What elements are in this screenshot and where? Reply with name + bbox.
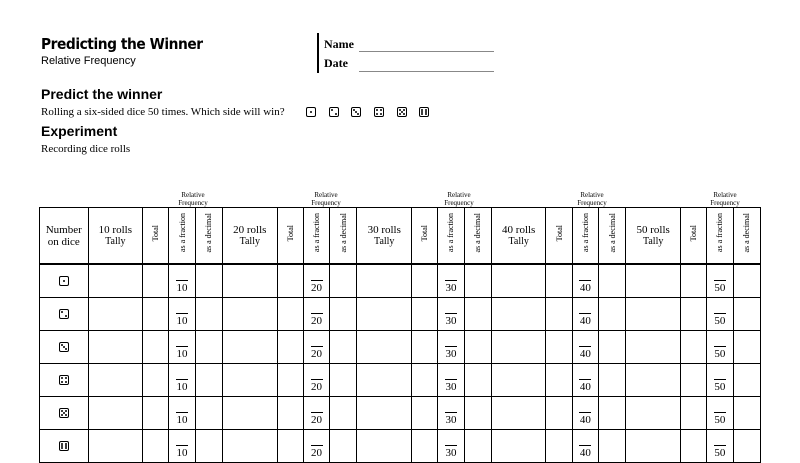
dice-face-two-icon[interactable]: [329, 107, 339, 117]
total-cell[interactable]: [277, 264, 303, 298]
fraction-cell[interactable]: [438, 331, 464, 364]
table-row: [40, 397, 761, 430]
date-label: Date: [324, 56, 348, 70]
tally-cell[interactable]: [222, 430, 277, 463]
dice-face-cell: [40, 331, 89, 364]
tally-cell[interactable]: [626, 430, 681, 463]
total-header: [277, 208, 303, 265]
dice-face-wrapper: [59, 408, 69, 418]
fraction-denominator: 40: [579, 381, 591, 393]
rolls-label: 50 rolls: [636, 223, 670, 236]
fraction-denominator: 50: [714, 414, 726, 426]
fraction-denominator: 20: [311, 315, 322, 327]
dice-face-two-icon: [59, 309, 69, 319]
tally-cell[interactable]: [88, 364, 143, 397]
total-cell[interactable]: [277, 430, 303, 463]
decimal-cell[interactable]: [599, 298, 626, 331]
dice-pip: [65, 414, 67, 416]
total-cell[interactable]: [277, 331, 303, 364]
dice-face-six-icon[interactable]: [419, 107, 429, 117]
total-label: Total: [420, 224, 430, 242]
dice-pip: [65, 410, 67, 412]
fraction-denominator: 10: [176, 348, 188, 360]
rolls-label: 10 rolls: [98, 223, 132, 236]
fraction-label: as a fraction: [312, 213, 321, 253]
fraction-cell[interactable]: [572, 298, 598, 331]
predict-question: Rolling a six-sided dice 50 times. Which side will win?: [41, 106, 285, 118]
dice-pip: [403, 109, 405, 111]
total-cell[interactable]: [412, 264, 438, 298]
decimal-cell[interactable]: [599, 364, 626, 397]
dice-face-four-icon[interactable]: [374, 107, 384, 117]
decimal-cell[interactable]: [733, 397, 761, 430]
fraction-cell[interactable]: [303, 264, 329, 298]
tally-cell[interactable]: [222, 364, 277, 397]
total-cell[interactable]: [143, 264, 169, 298]
decimal-cell[interactable]: [599, 397, 626, 430]
total-cell[interactable]: [143, 364, 169, 397]
tally-cell[interactable]: [626, 364, 681, 397]
dice-pip: [357, 113, 359, 115]
tally-cell[interactable]: [222, 298, 277, 331]
name-label: Name: [324, 37, 354, 51]
fraction-denominator: 50: [714, 447, 726, 459]
table-row: [40, 264, 761, 298]
total-cell[interactable]: [412, 430, 438, 463]
total-label: Total: [151, 224, 161, 242]
tally-label: Tally: [105, 235, 126, 247]
dice-face-five-icon[interactable]: [397, 107, 407, 117]
decimal-cell[interactable]: [195, 364, 222, 397]
dice-face-cell: [40, 264, 89, 298]
total-cell[interactable]: [680, 331, 706, 364]
fraction-cell[interactable]: [707, 430, 733, 463]
dice-face-wrapper: [59, 342, 69, 352]
tally-cell[interactable]: [88, 430, 143, 463]
rolls-header: [357, 208, 412, 265]
fraction-denominator: 10: [176, 381, 188, 393]
fraction-cell[interactable]: [572, 364, 598, 397]
dice-pip: [61, 377, 63, 379]
fraction-label: as a fraction: [446, 213, 456, 253]
tally-cell[interactable]: [88, 397, 143, 430]
tally-cell[interactable]: [491, 264, 546, 298]
dice-face-wrapper: [59, 276, 69, 286]
table-row: [40, 331, 761, 364]
fraction-cell[interactable]: [169, 364, 195, 397]
fraction-label: as a fraction: [580, 213, 590, 253]
dice-pip: [403, 113, 405, 115]
fraction-denominator: 20: [311, 447, 322, 459]
fraction-header: [438, 208, 464, 265]
total-cell[interactable]: [277, 364, 303, 397]
fraction-cell[interactable]: [303, 298, 329, 331]
fraction-denominator: 20: [311, 348, 322, 360]
decimal-header: [733, 208, 761, 265]
date-field[interactable]: [359, 71, 494, 72]
page-title: Predicting the Winner: [41, 35, 203, 53]
tally-cell[interactable]: [357, 430, 412, 463]
dice-pip: [61, 311, 63, 313]
fraction-denominator: 20: [311, 282, 322, 294]
dice-pip: [65, 381, 67, 383]
total-label: Total: [285, 224, 295, 242]
total-cell[interactable]: [412, 397, 438, 430]
fraction-denominator: 40: [579, 282, 591, 294]
fraction-denominator: 30: [445, 381, 457, 393]
decimal-label: as a decimal: [338, 213, 348, 253]
tally-cell[interactable]: [88, 331, 143, 364]
fraction-cell[interactable]: [438, 364, 464, 397]
decimal-cell[interactable]: [733, 364, 761, 397]
decimal-cell[interactable]: [464, 331, 491, 364]
table-row: [40, 430, 761, 463]
decimal-cell[interactable]: [195, 430, 222, 463]
fraction-denominator: 10: [176, 414, 188, 426]
dice-face-five-icon: [59, 408, 69, 418]
fraction-denominator: 40: [579, 447, 591, 459]
fraction-denominator: 10: [176, 282, 188, 294]
dice-pip: [61, 447, 63, 449]
total-cell[interactable]: [143, 298, 169, 331]
decimal-cell[interactable]: [599, 331, 626, 364]
dice-face-one-icon: [59, 276, 69, 286]
tally-cell[interactable]: [88, 298, 143, 331]
rolls-header: [626, 208, 681, 265]
dice-pip: [425, 113, 427, 115]
tally-cell[interactable]: [491, 298, 546, 331]
tally-cell[interactable]: [357, 331, 412, 364]
fraction-denominator: 50: [714, 282, 726, 294]
dice-face-three-icon[interactable]: [351, 107, 361, 117]
total-cell[interactable]: [680, 364, 706, 397]
fraction-cell[interactable]: [572, 264, 598, 298]
tally-cell[interactable]: [357, 298, 412, 331]
number-on-dice-header: Number on dice: [40, 208, 89, 265]
decimal-label: as a decimal: [607, 213, 617, 253]
fraction-cell[interactable]: [303, 430, 329, 463]
tally-cell[interactable]: [222, 397, 277, 430]
total-cell[interactable]: [546, 264, 572, 298]
tally-cell[interactable]: [491, 430, 546, 463]
fraction-denominator: 50: [714, 381, 726, 393]
fraction-cell[interactable]: [303, 364, 329, 397]
tally-cell[interactable]: [222, 264, 277, 298]
decimal-cell[interactable]: [330, 397, 357, 430]
decimal-cell[interactable]: [330, 264, 357, 298]
tally-label: Tally: [374, 235, 395, 247]
decimal-cell[interactable]: [330, 364, 357, 397]
total-header: [546, 208, 572, 265]
dice-pip: [331, 109, 333, 111]
decimal-header: [599, 208, 626, 265]
total-cell[interactable]: [546, 397, 572, 430]
fraction-denominator: 30: [445, 414, 457, 426]
decimal-cell[interactable]: [195, 264, 222, 298]
total-cell[interactable]: [546, 430, 572, 463]
fraction-cell[interactable]: [707, 364, 733, 397]
dice-pip: [399, 113, 401, 115]
decimal-cell[interactable]: [195, 298, 222, 331]
tally-label: Tally: [642, 235, 664, 247]
total-cell[interactable]: [277, 298, 303, 331]
fraction-cell[interactable]: [303, 331, 329, 364]
dice-pip: [65, 377, 67, 379]
fraction-header: [303, 208, 329, 265]
fraction-cell[interactable]: [169, 298, 195, 331]
decimal-cell[interactable]: [195, 397, 222, 430]
fraction-denominator: 20: [311, 381, 322, 393]
relative-frequency-label: Relative Frequency: [444, 191, 474, 207]
fraction-cell[interactable]: [572, 331, 598, 364]
fraction-cell[interactable]: [169, 430, 195, 463]
total-cell[interactable]: [680, 397, 706, 430]
dice-face-three-icon: [59, 342, 69, 352]
total-header: [680, 208, 706, 265]
decimal-label: as a decimal: [742, 213, 752, 253]
tally-cell[interactable]: [491, 331, 546, 364]
fraction-header: [707, 208, 733, 265]
tally-cell[interactable]: [626, 298, 681, 331]
fraction-header: [169, 208, 195, 265]
total-label: Total: [554, 224, 564, 242]
total-cell[interactable]: [143, 331, 169, 364]
tally-cell[interactable]: [357, 364, 412, 397]
total-cell[interactable]: [546, 364, 572, 397]
dice-face-one-icon[interactable]: [306, 107, 316, 117]
fraction-denominator: 20: [311, 414, 322, 426]
fraction-cell[interactable]: [707, 298, 733, 331]
decimal-cell[interactable]: [733, 430, 761, 463]
dice-pip: [376, 113, 378, 115]
fraction-denominator: 40: [579, 348, 591, 360]
dice-pip: [65, 315, 67, 317]
tally-cell[interactable]: [88, 264, 143, 298]
dice-face-wrapper: [59, 309, 69, 319]
total-cell[interactable]: [412, 364, 438, 397]
tally-label: Tally: [239, 235, 260, 247]
fraction-cell[interactable]: [303, 397, 329, 430]
dice-pip: [61, 381, 63, 383]
name-field[interactable]: [359, 51, 494, 52]
tally-cell[interactable]: [222, 331, 277, 364]
fraction-denominator: 40: [579, 414, 591, 426]
dice-pip: [376, 109, 378, 111]
total-cell[interactable]: [680, 430, 706, 463]
rolls-header: [222, 208, 277, 265]
rolls-label: 20 rolls: [233, 223, 267, 236]
table-row: [40, 364, 761, 397]
decimal-header: [195, 208, 222, 265]
fraction-denominator: 30: [445, 447, 457, 459]
total-header: [412, 208, 438, 265]
header-divider: [317, 33, 319, 73]
fraction-cell[interactable]: [169, 264, 195, 298]
fraction-cell[interactable]: [438, 430, 464, 463]
fraction-denominator: 10: [176, 315, 188, 327]
decimal-cell[interactable]: [733, 331, 761, 364]
fraction-label: as a fraction: [715, 213, 725, 253]
total-cell[interactable]: [277, 397, 303, 430]
table-row: [40, 298, 761, 331]
decimal-label: as a decimal: [204, 213, 214, 253]
tally-label: Tally: [508, 235, 529, 247]
tally-cell[interactable]: [626, 397, 681, 430]
fraction-label: as a fraction: [177, 213, 187, 253]
fraction-cell[interactable]: [707, 397, 733, 430]
dice-rolls-table: [39, 207, 761, 463]
fraction-cell[interactable]: [169, 331, 195, 364]
experiment-description: Recording dice rolls: [41, 143, 131, 155]
total-header: [143, 208, 169, 265]
total-cell[interactable]: [680, 298, 706, 331]
tally-cell[interactable]: [626, 264, 681, 298]
fraction-cell[interactable]: [169, 397, 195, 430]
rolls-header: [88, 208, 143, 265]
total-cell[interactable]: [412, 331, 438, 364]
dice-face-cell: [40, 364, 89, 397]
decimal-cell[interactable]: [330, 331, 357, 364]
decimal-header: [330, 208, 357, 265]
dice-pip: [65, 447, 67, 449]
fraction-header: [572, 208, 598, 265]
fraction-denominator: 40: [579, 315, 591, 327]
decimal-cell[interactable]: [330, 430, 357, 463]
tally-cell[interactable]: [357, 397, 412, 430]
dice-face-cell: [40, 298, 89, 331]
fraction-cell[interactable]: [707, 331, 733, 364]
dice-pip: [65, 348, 67, 350]
decimal-cell[interactable]: [195, 331, 222, 364]
decimal-header: [464, 208, 491, 265]
total-cell[interactable]: [546, 331, 572, 364]
decimal-cell[interactable]: [464, 397, 491, 430]
fraction-cell[interactable]: [438, 397, 464, 430]
decimal-cell[interactable]: [464, 264, 491, 298]
total-cell[interactable]: [143, 397, 169, 430]
total-cell[interactable]: [412, 298, 438, 331]
fraction-denominator: 30: [445, 315, 457, 327]
fraction-denominator: 30: [445, 348, 457, 360]
rolls-label: 30 rolls: [367, 223, 401, 236]
decimal-cell[interactable]: [733, 264, 761, 298]
dice-pip: [61, 414, 63, 416]
decimal-cell[interactable]: [599, 264, 626, 298]
relative-frequency-label: Relative Frequency: [178, 191, 208, 207]
total-label: Total: [689, 224, 699, 242]
decimal-cell[interactable]: [464, 364, 491, 397]
dice-face-cell: [40, 430, 89, 463]
relative-frequency-label: Relative Frequency: [577, 191, 607, 207]
page-subtitle: Relative Frequency: [41, 55, 136, 67]
total-cell[interactable]: [680, 264, 706, 298]
tally-cell[interactable]: [357, 264, 412, 298]
fraction-denominator: 10: [176, 447, 188, 459]
decimal-cell[interactable]: [464, 430, 491, 463]
fraction-denominator: 50: [714, 348, 726, 360]
decimal-cell[interactable]: [464, 298, 491, 331]
relative-frequency-label: Relative Frequency: [710, 191, 740, 207]
total-cell[interactable]: [546, 298, 572, 331]
dice-face-cell: [40, 397, 89, 430]
rolls-label: 40 rolls: [502, 223, 536, 236]
experiment-heading: Experiment: [41, 123, 118, 139]
predict-heading: Predict the winner: [41, 86, 163, 102]
dice-pip: [335, 113, 337, 115]
fraction-cell[interactable]: [707, 264, 733, 298]
dice-pip: [310, 111, 312, 113]
decimal-cell[interactable]: [599, 430, 626, 463]
fraction-cell[interactable]: [572, 430, 598, 463]
dice-face-four-icon: [59, 375, 69, 385]
tally-cell[interactable]: [491, 364, 546, 397]
dice-pip: [421, 113, 423, 115]
relative-frequency-label: Relative Frequency: [311, 191, 341, 207]
fraction-cell[interactable]: [438, 298, 464, 331]
total-cell[interactable]: [143, 430, 169, 463]
fraction-cell[interactable]: [572, 397, 598, 430]
decimal-cell[interactable]: [330, 298, 357, 331]
dice-pip: [380, 109, 382, 111]
tally-cell[interactable]: [626, 331, 681, 364]
tally-cell[interactable]: [491, 397, 546, 430]
fraction-cell[interactable]: [438, 264, 464, 298]
fraction-denominator: 50: [714, 315, 726, 327]
decimal-cell[interactable]: [733, 298, 761, 331]
dice-pip: [380, 113, 382, 115]
decimal-label: as a decimal: [473, 213, 483, 253]
dice-pip: [63, 280, 65, 282]
fraction-denominator: 30: [445, 282, 457, 294]
dice-face-wrapper: [59, 375, 69, 385]
rolls-header: [491, 208, 546, 265]
